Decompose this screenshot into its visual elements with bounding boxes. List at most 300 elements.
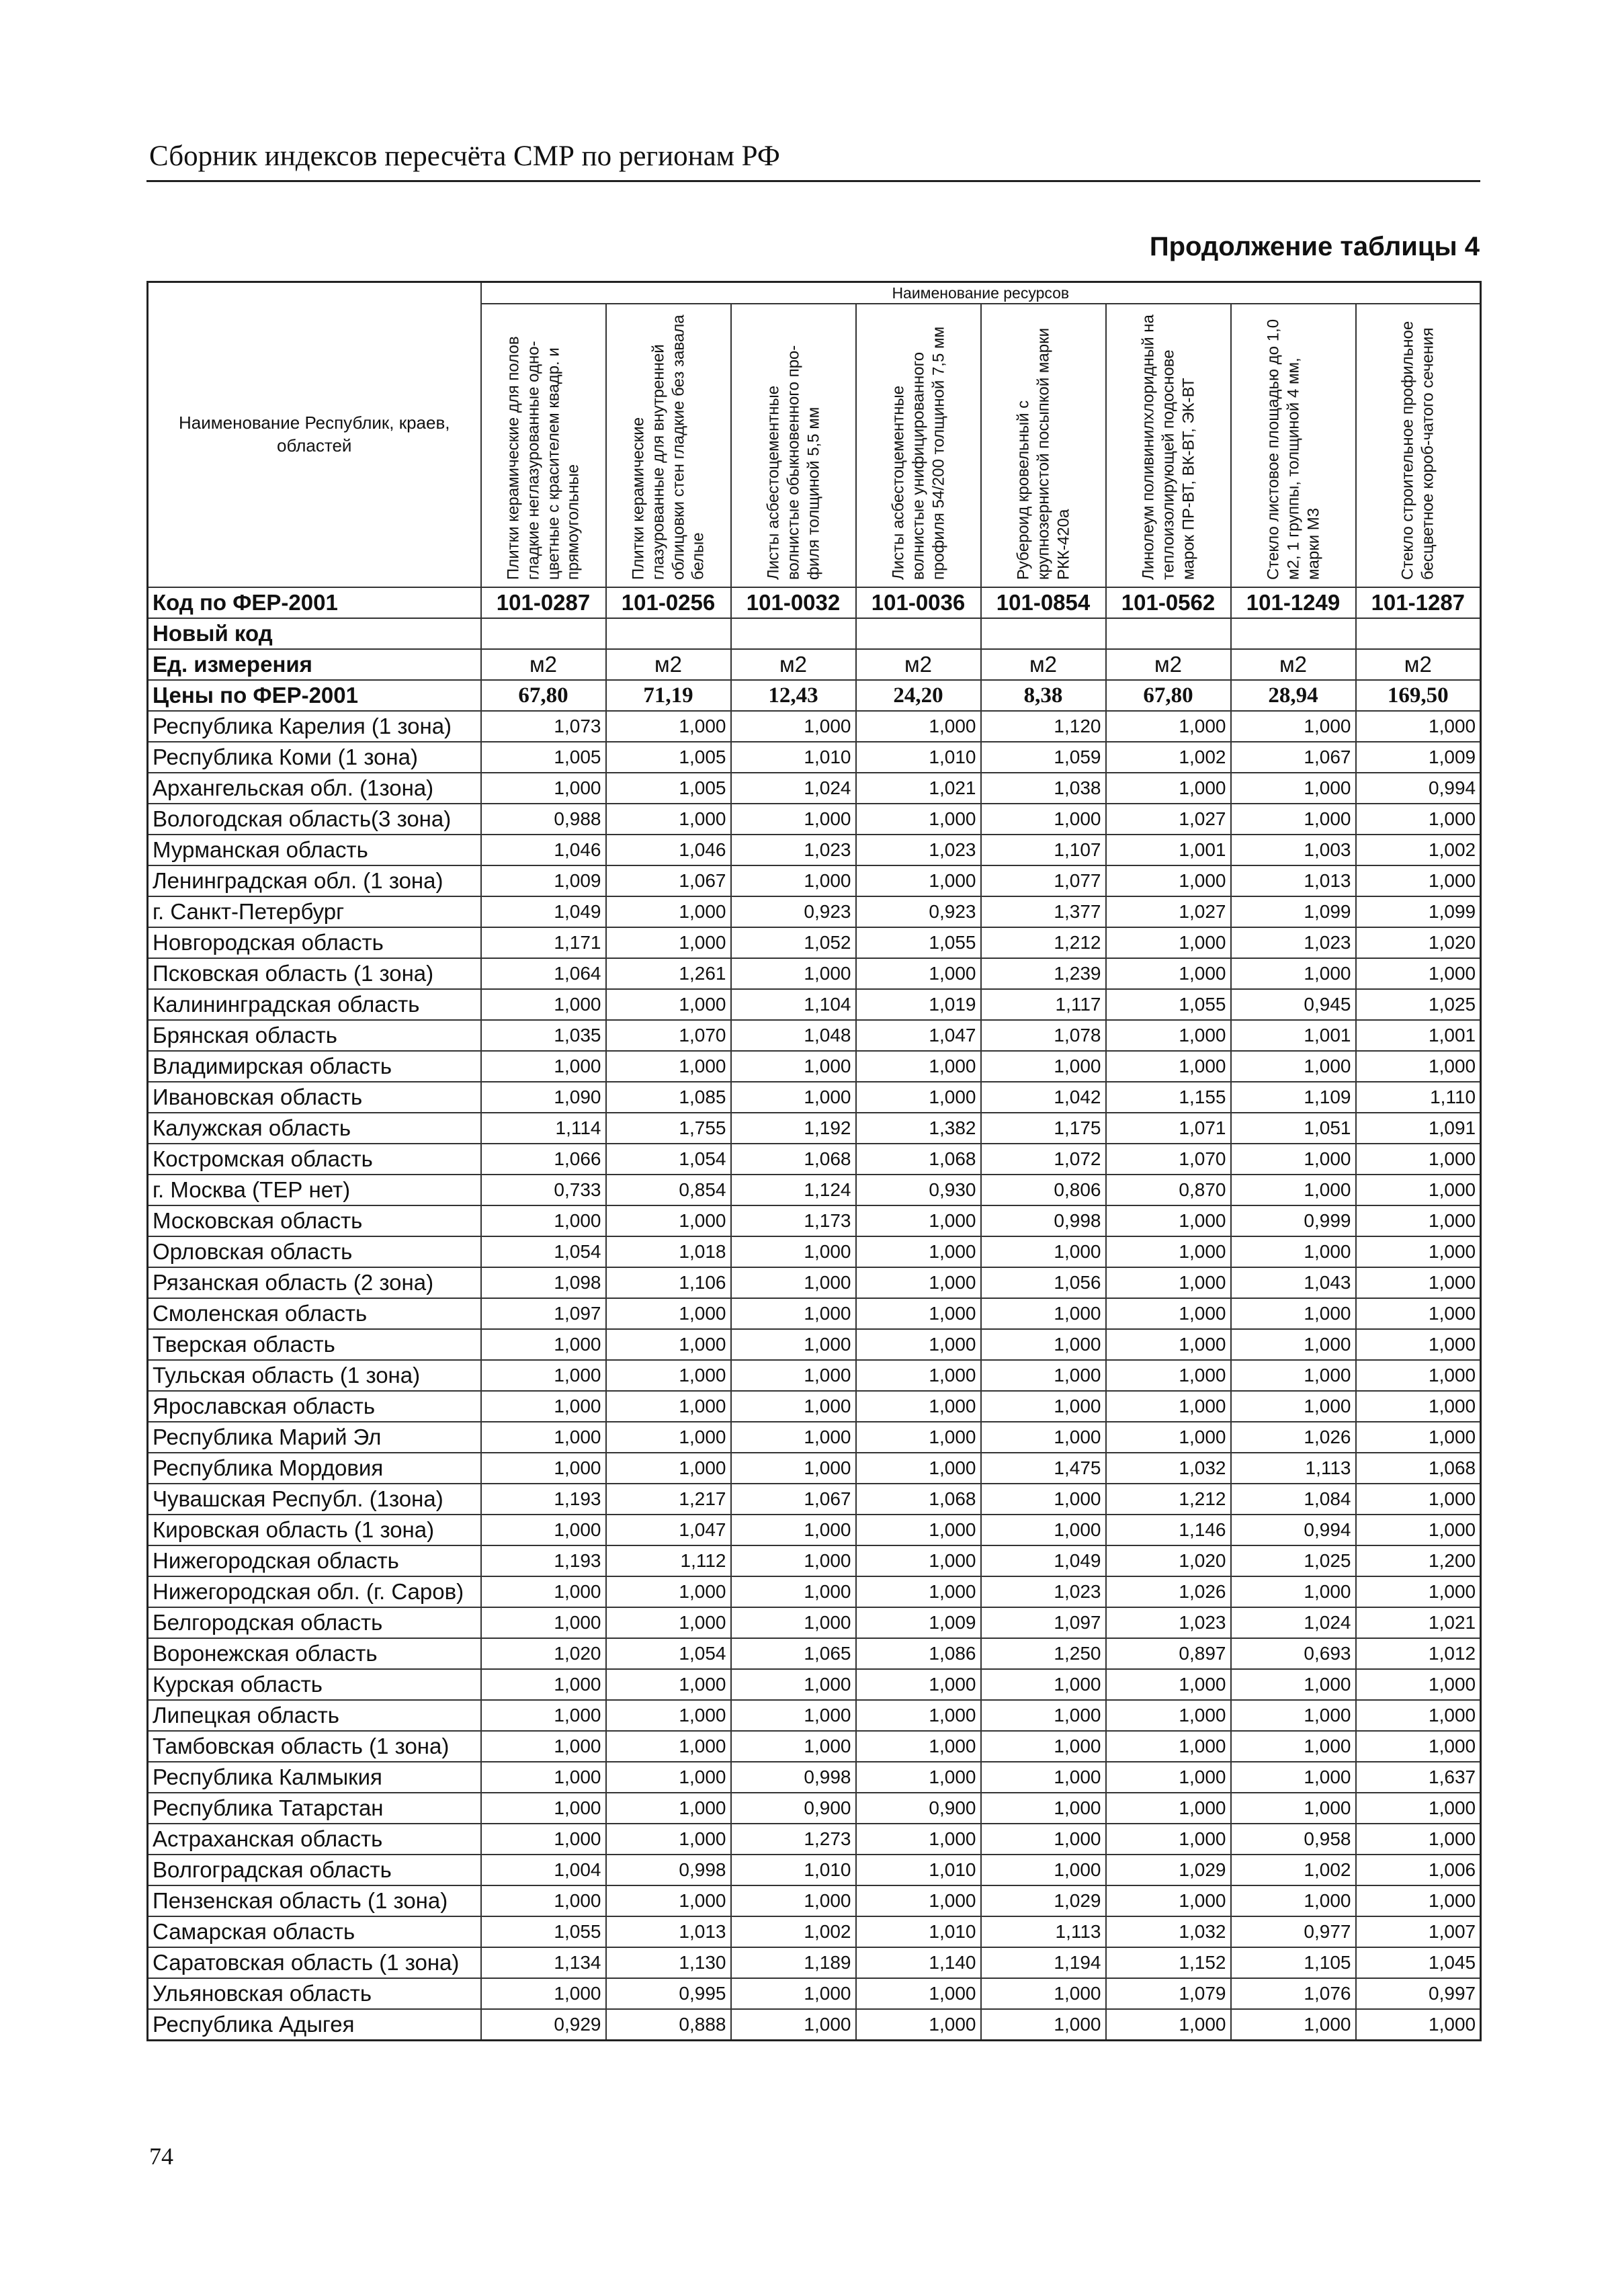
index-value: 1,000 — [856, 1700, 981, 1731]
index-value: 1,000 — [606, 1298, 731, 1329]
index-value: 1,054 — [481, 1236, 606, 1267]
table-row — [148, 958, 1481, 989]
index-value: 0,693 — [1231, 1638, 1356, 1669]
index-value: 1,000 — [856, 2009, 981, 2041]
index-value: 1,000 — [606, 1576, 731, 1607]
resource-code: 101-0287 — [481, 587, 606, 618]
index-value: 1,000 — [1356, 1175, 1481, 1205]
index-value: 1,000 — [1106, 773, 1231, 804]
unit-cell: м2 — [1106, 649, 1231, 680]
index-value: 1,000 — [856, 1391, 981, 1422]
index-value: 1,000 — [606, 1391, 731, 1422]
resource-code: 101-0036 — [856, 587, 981, 618]
new-code-cell — [1231, 618, 1356, 649]
index-value: 1,000 — [481, 1607, 606, 1638]
index-value: 1,000 — [606, 1607, 731, 1638]
index-value: 1,000 — [1356, 1144, 1481, 1175]
index-value: 1,005 — [606, 773, 731, 804]
index-value: 1,055 — [856, 927, 981, 958]
index-value: 1,032 — [1106, 1916, 1231, 1947]
index-value: 1,000 — [856, 1360, 981, 1391]
index-value: 1,000 — [1231, 1144, 1356, 1175]
index-value: 1,049 — [481, 896, 606, 927]
region-name: Ульяновская область — [148, 1978, 481, 2009]
index-value: 0,977 — [1231, 1916, 1356, 1947]
resource-header — [1356, 304, 1481, 587]
resource-header — [981, 304, 1106, 587]
index-value: 0,806 — [981, 1175, 1106, 1205]
index-value: 1,000 — [1231, 1576, 1356, 1607]
index-value: 1,000 — [606, 804, 731, 835]
table-row — [148, 1978, 1481, 2009]
index-value: 1,000 — [731, 1051, 856, 1082]
index-value: 1,000 — [1231, 1731, 1356, 1762]
index-value: 1,000 — [1356, 711, 1481, 742]
index-value: 1,000 — [731, 1391, 856, 1422]
index-value: 1,000 — [1231, 1329, 1356, 1360]
index-value: 1,029 — [1106, 1855, 1231, 1885]
unit-cell: м2 — [1356, 649, 1481, 680]
unit-cell: м2 — [606, 649, 731, 680]
table-row — [148, 835, 1481, 865]
index-value: 1,000 — [481, 1051, 606, 1082]
resource-name: Рубероид кровельный с крупнозернистой посыпкой марки РКК-420а — [1013, 327, 1072, 580]
index-value: 1,000 — [856, 1731, 981, 1762]
index-value: 1,000 — [1356, 1267, 1481, 1298]
index-value: 1,000 — [1356, 804, 1481, 835]
index-value: 1,000 — [731, 2009, 856, 2041]
index-value: 1,000 — [1106, 1205, 1231, 1236]
index-value: 1,000 — [1231, 1175, 1356, 1205]
index-value: 1,000 — [1356, 1669, 1481, 1700]
region-name: Мурманская область — [148, 835, 481, 865]
index-value: 1,073 — [481, 711, 606, 742]
index-value: 1,000 — [731, 1607, 856, 1638]
index-value: 0,994 — [1356, 773, 1481, 804]
new-code-cell — [731, 618, 856, 649]
index-value: 1,155 — [1106, 1082, 1231, 1113]
index-value: 1,067 — [731, 1484, 856, 1515]
new-code-cell — [481, 618, 606, 649]
index-value: 1,085 — [606, 1082, 731, 1113]
index-value: 1,171 — [481, 927, 606, 958]
index-value: 1,000 — [481, 1978, 606, 2009]
index-value: 1,000 — [981, 1669, 1106, 1700]
table-row — [148, 1236, 1481, 1267]
index-value: 1,000 — [481, 773, 606, 804]
index-value: 1,090 — [481, 1082, 606, 1113]
index-value: 1,018 — [606, 1236, 731, 1267]
index-value: 1,097 — [981, 1607, 1106, 1638]
index-value: 1,000 — [1356, 1824, 1481, 1855]
index-value: 1,000 — [1231, 1885, 1356, 1916]
index-value: 0,854 — [606, 1175, 731, 1205]
index-value: 1,010 — [731, 1855, 856, 1885]
price-cell: 67,80 — [481, 680, 606, 711]
index-value: 1,000 — [1356, 1731, 1481, 1762]
index-value: 1,000 — [1106, 1298, 1231, 1329]
index-value: 1,114 — [481, 1113, 606, 1144]
index-value: 1,023 — [981, 1576, 1106, 1607]
index-value: 1,000 — [856, 1298, 981, 1329]
index-value: 1,192 — [731, 1113, 856, 1144]
index-value: 1,212 — [1106, 1484, 1231, 1515]
index-value: 1,000 — [481, 1422, 606, 1453]
unit-row — [148, 649, 1481, 680]
index-value: 1,000 — [856, 1205, 981, 1236]
index-value: 1,000 — [606, 1422, 731, 1453]
index-value: 1,637 — [1356, 1762, 1481, 1793]
index-value: 1,000 — [981, 1793, 1106, 1824]
index-value: 1,000 — [856, 1978, 981, 2009]
index-value: 1,194 — [981, 1947, 1106, 1978]
index-value: 1,000 — [481, 1391, 606, 1422]
index-value: 1,068 — [856, 1144, 981, 1175]
index-value: 1,000 — [606, 1205, 731, 1236]
index-value: 1,072 — [981, 1144, 1106, 1175]
region-name: Республика Татарстан — [148, 1793, 481, 1824]
index-value: 1,086 — [856, 1638, 981, 1669]
index-value: 1,065 — [731, 1638, 856, 1669]
index-value: 1,000 — [606, 1824, 731, 1855]
index-value: 1,002 — [731, 1916, 856, 1947]
table-row — [148, 1855, 1481, 1885]
index-value: 1,000 — [1231, 1236, 1356, 1267]
index-value: 1,000 — [1356, 1329, 1481, 1360]
index-value: 0,733 — [481, 1175, 606, 1205]
index-value: 1,000 — [981, 804, 1106, 835]
index-value: 1,130 — [606, 1947, 731, 1978]
index-value: 1,200 — [1356, 1545, 1481, 1576]
table-row — [148, 1422, 1481, 1453]
index-value: 1,070 — [606, 1020, 731, 1051]
index-value: 1,000 — [481, 1360, 606, 1391]
index-value: 1,021 — [1356, 1607, 1481, 1638]
index-value: 1,000 — [481, 1576, 606, 1607]
index-value: 1,000 — [731, 1669, 856, 1700]
index-value: 1,475 — [981, 1453, 1106, 1484]
index-value: 1,000 — [856, 1669, 981, 1700]
index-value: 0,999 — [1231, 1205, 1356, 1236]
table-row — [148, 1453, 1481, 1484]
index-value: 1,175 — [981, 1113, 1106, 1144]
index-value: 1,043 — [1231, 1267, 1356, 1298]
index-value: 1,048 — [731, 1020, 856, 1051]
index-value: 0,995 — [606, 1978, 731, 2009]
resource-code: 101-1249 — [1231, 587, 1356, 618]
index-value: 1,000 — [1231, 804, 1356, 835]
index-value: 1,098 — [481, 1267, 606, 1298]
index-value: 1,001 — [1106, 835, 1231, 865]
table-row — [148, 989, 1481, 1020]
index-value: 1,000 — [856, 1422, 981, 1453]
index-value: 1,054 — [606, 1144, 731, 1175]
index-value: 1,038 — [981, 773, 1106, 804]
index-value: 1,000 — [481, 1700, 606, 1731]
index-value: 1,068 — [731, 1144, 856, 1175]
index-value: 1,049 — [981, 1545, 1106, 1576]
index-value: 1,152 — [1106, 1947, 1231, 1978]
index-value: 1,000 — [731, 1978, 856, 2009]
table-row — [148, 773, 1481, 804]
table-row — [148, 1360, 1481, 1391]
resource-code: 101-0032 — [731, 587, 856, 618]
index-value: 1,000 — [1106, 1391, 1231, 1422]
table-continuation-title: Продолжение таблицы 4 — [1149, 232, 1480, 261]
index-value: 1,000 — [981, 2009, 1106, 2041]
index-value: 1,023 — [731, 835, 856, 865]
index-value: 1,013 — [606, 1916, 731, 1947]
index-value: 1,000 — [1106, 1267, 1231, 1298]
index-value: 0,988 — [481, 804, 606, 835]
index-value: 1,021 — [856, 773, 981, 804]
index-value: 1,000 — [1106, 1020, 1231, 1051]
index-value: 1,112 — [606, 1545, 731, 1576]
index-value: 1,023 — [856, 835, 981, 865]
index-value: 1,004 — [481, 1855, 606, 1885]
region-name: Владимирская область — [148, 1051, 481, 1082]
resource-name: Плитки керамические глазурованные для внутренней облицовки стен гладкие без завала белые — [629, 314, 708, 580]
index-value: 0,923 — [856, 896, 981, 927]
table-row — [148, 896, 1481, 927]
index-value: 1,113 — [981, 1916, 1106, 1947]
resource-code: 101-0854 — [981, 587, 1106, 618]
index-value: 1,000 — [606, 711, 731, 742]
index-value: 1,106 — [606, 1267, 731, 1298]
region-name: Республика Адыгея — [148, 2009, 481, 2041]
index-value: 1,000 — [981, 1360, 1106, 1391]
index-value: 1,000 — [606, 1793, 731, 1824]
region-name: Республика Калмыкия — [148, 1762, 481, 1793]
index-value: 1,000 — [606, 1669, 731, 1700]
new-code-cell — [606, 618, 731, 649]
index-value: 1,000 — [1106, 1329, 1231, 1360]
index-value: 1,000 — [856, 1576, 981, 1607]
index-value: 1,000 — [731, 1360, 856, 1391]
resource-header — [1106, 304, 1231, 587]
index-value: 1,079 — [1106, 1978, 1231, 2009]
header-rule — [146, 180, 1480, 182]
region-name: Республика Марий Эл — [148, 1422, 481, 1453]
index-value: 1,250 — [981, 1638, 1106, 1669]
index-value: 1,027 — [1106, 896, 1231, 927]
price-cell: 28,94 — [1231, 680, 1356, 711]
index-value: 1,000 — [1356, 958, 1481, 989]
region-name: Калининградская область — [148, 989, 481, 1020]
table-row — [148, 865, 1481, 896]
region-name: Московская область — [148, 1205, 481, 1236]
index-value: 1,024 — [1231, 1607, 1356, 1638]
index-value: 1,026 — [1231, 1422, 1356, 1453]
resource-name: Стекло строительное профильное бесцветное короб-чатого сечения — [1398, 321, 1437, 580]
table-row — [148, 1020, 1481, 1051]
index-value: 0,945 — [1231, 989, 1356, 1020]
region-name: Чувашская Республ. (1зона) — [148, 1484, 481, 1515]
index-value: 1,000 — [1106, 1731, 1231, 1762]
index-value: 1,000 — [606, 927, 731, 958]
index-value: 1,000 — [606, 1360, 731, 1391]
index-value: 1,099 — [1356, 896, 1481, 927]
index-value: 1,032 — [1106, 1453, 1231, 1484]
index-value: 0,998 — [606, 1855, 731, 1885]
index-value: 1,007 — [1356, 1916, 1481, 1947]
index-value: 1,012 — [1356, 1638, 1481, 1669]
table-row — [148, 1700, 1481, 1731]
index-value: 1,010 — [856, 1916, 981, 1947]
index-value: 1,077 — [981, 865, 1106, 896]
index-value: 1,000 — [1356, 1205, 1481, 1236]
resource-code: 101-1287 — [1356, 587, 1481, 618]
index-value: 1,066 — [481, 1144, 606, 1175]
index-value: 1,067 — [1231, 742, 1356, 773]
table-row — [148, 1607, 1481, 1638]
region-name: Ивановская область — [148, 1082, 481, 1113]
index-value: 1,173 — [731, 1205, 856, 1236]
index-value: 1,000 — [731, 1422, 856, 1453]
index-value: 1,000 — [606, 1329, 731, 1360]
region-name: Смоленская область — [148, 1298, 481, 1329]
index-value: 1,000 — [1356, 1885, 1481, 1916]
index-value: 1,000 — [981, 1731, 1106, 1762]
index-value: 1,099 — [1231, 896, 1356, 927]
resources-group-header: Наименование ресурсов — [481, 282, 1481, 304]
unit-cell: м2 — [481, 649, 606, 680]
index-value: 1,000 — [731, 711, 856, 742]
index-value: 1,068 — [856, 1484, 981, 1515]
index-value: 1,042 — [981, 1082, 1106, 1113]
index-value: 1,212 — [981, 927, 1106, 958]
region-name: Волгоградская область — [148, 1855, 481, 1885]
table-row — [148, 1298, 1481, 1329]
unit-cell: м2 — [981, 649, 1106, 680]
index-value: 1,000 — [606, 1762, 731, 1793]
resource-header — [731, 304, 856, 587]
index-value: 1,051 — [1231, 1113, 1356, 1144]
index-value: 1,013 — [1231, 865, 1356, 896]
price-cell: 169,50 — [1356, 680, 1481, 711]
index-value: 1,000 — [981, 1484, 1106, 1515]
index-value: 1,000 — [856, 1267, 981, 1298]
index-value: 1,009 — [1356, 742, 1481, 773]
index-value: 1,000 — [606, 1051, 731, 1082]
index-value: 1,000 — [1356, 1484, 1481, 1515]
index-value: 1,000 — [1231, 1391, 1356, 1422]
index-value: 1,000 — [1106, 1236, 1231, 1267]
table-row — [148, 1051, 1481, 1082]
table-row — [148, 1113, 1481, 1144]
index-value: 1,055 — [481, 1916, 606, 1947]
table-row — [148, 1484, 1481, 1515]
index-value: 1,193 — [481, 1484, 606, 1515]
region-name: Республика Карелия (1 зона) — [148, 711, 481, 742]
index-value: 1,000 — [981, 1762, 1106, 1793]
index-value: 1,273 — [731, 1824, 856, 1855]
index-value: 1,382 — [856, 1113, 981, 1144]
new-code-row — [148, 618, 1481, 649]
resource-name: Листы асбестоцементные волнистые обыкновенного про-филя толщиной 5,5 мм — [763, 345, 822, 580]
index-value: 1,026 — [1106, 1576, 1231, 1607]
index-value: 1,000 — [481, 1793, 606, 1824]
index-value: 1,193 — [481, 1545, 606, 1576]
index-value: 1,000 — [731, 1576, 856, 1607]
index-value: 1,000 — [606, 989, 731, 1020]
index-value: 1,000 — [981, 1391, 1106, 1422]
index-value: 1,000 — [1231, 1360, 1356, 1391]
index-value: 1,000 — [481, 1453, 606, 1484]
region-name: Архангельская обл. (1зона) — [148, 773, 481, 804]
index-value: 1,000 — [1231, 1700, 1356, 1731]
index-value: 1,071 — [1106, 1113, 1231, 1144]
index-value: 1,000 — [1231, 1051, 1356, 1082]
index-value: 1,000 — [1231, 958, 1356, 989]
index-value: 1,059 — [981, 742, 1106, 773]
index-value: 1,217 — [606, 1484, 731, 1515]
index-value: 1,000 — [981, 1515, 1106, 1545]
index-value: 1,000 — [981, 1855, 1106, 1885]
index-value: 1,068 — [1356, 1453, 1481, 1484]
price-row — [148, 680, 1481, 711]
index-value: 1,029 — [981, 1885, 1106, 1916]
region-name: Воронежская область — [148, 1638, 481, 1669]
resource-code: 101-0562 — [1106, 587, 1231, 618]
index-value: 1,000 — [606, 1885, 731, 1916]
index-value: 1,000 — [856, 1453, 981, 1484]
table-row — [148, 1267, 1481, 1298]
resource-header — [856, 304, 981, 587]
index-value: 1,005 — [481, 742, 606, 773]
index-value: 1,109 — [1231, 1082, 1356, 1113]
index-value: 1,000 — [1106, 1360, 1231, 1391]
index-value: 0,958 — [1231, 1824, 1356, 1855]
index-value: 1,239 — [981, 958, 1106, 989]
region-name: Калужская область — [148, 1113, 481, 1144]
index-value: 1,000 — [731, 1731, 856, 1762]
table-row — [148, 1885, 1481, 1916]
index-value: 1,107 — [981, 835, 1106, 865]
region-name: г. Москва (ТЕР нет) — [148, 1175, 481, 1205]
index-value: 1,000 — [731, 1515, 856, 1545]
index-value: 1,002 — [1231, 1855, 1356, 1885]
index-value: 0,998 — [731, 1762, 856, 1793]
index-value: 1,097 — [481, 1298, 606, 1329]
index-value: 1,000 — [1356, 1360, 1481, 1391]
index-value: 1,000 — [1106, 1422, 1231, 1453]
region-name: Ленинградская обл. (1 зона) — [148, 865, 481, 896]
index-value: 1,000 — [731, 1453, 856, 1484]
resource-header — [606, 304, 731, 587]
region-name: Республика Коми (1 зона) — [148, 742, 481, 773]
index-value: 1,000 — [856, 1515, 981, 1545]
index-value: 1,000 — [1106, 1051, 1231, 1082]
index-value: 1,025 — [1231, 1545, 1356, 1576]
index-value: 1,052 — [731, 927, 856, 958]
region-name: Тверская область — [148, 1329, 481, 1360]
index-value: 1,000 — [1356, 1793, 1481, 1824]
index-value: 1,000 — [606, 896, 731, 927]
index-value: 1,006 — [1356, 1855, 1481, 1885]
index-value: 1,000 — [481, 989, 606, 1020]
index-value: 1,000 — [481, 1669, 606, 1700]
table-row — [148, 1082, 1481, 1113]
resource-name: Линолеум поливинилхлоридный на теплоизолирующей подоснове марок ПР-ВТ, ВК-ВТ, ЭК-ВТ — [1138, 314, 1197, 580]
region-name: Ярославская область — [148, 1391, 481, 1422]
index-value: 1,055 — [1106, 989, 1231, 1020]
table-row — [148, 1576, 1481, 1607]
unit-label: Ед. измерения — [148, 649, 481, 680]
table-row — [148, 927, 1481, 958]
index-value: 1,047 — [856, 1020, 981, 1051]
table-row — [148, 1638, 1481, 1669]
